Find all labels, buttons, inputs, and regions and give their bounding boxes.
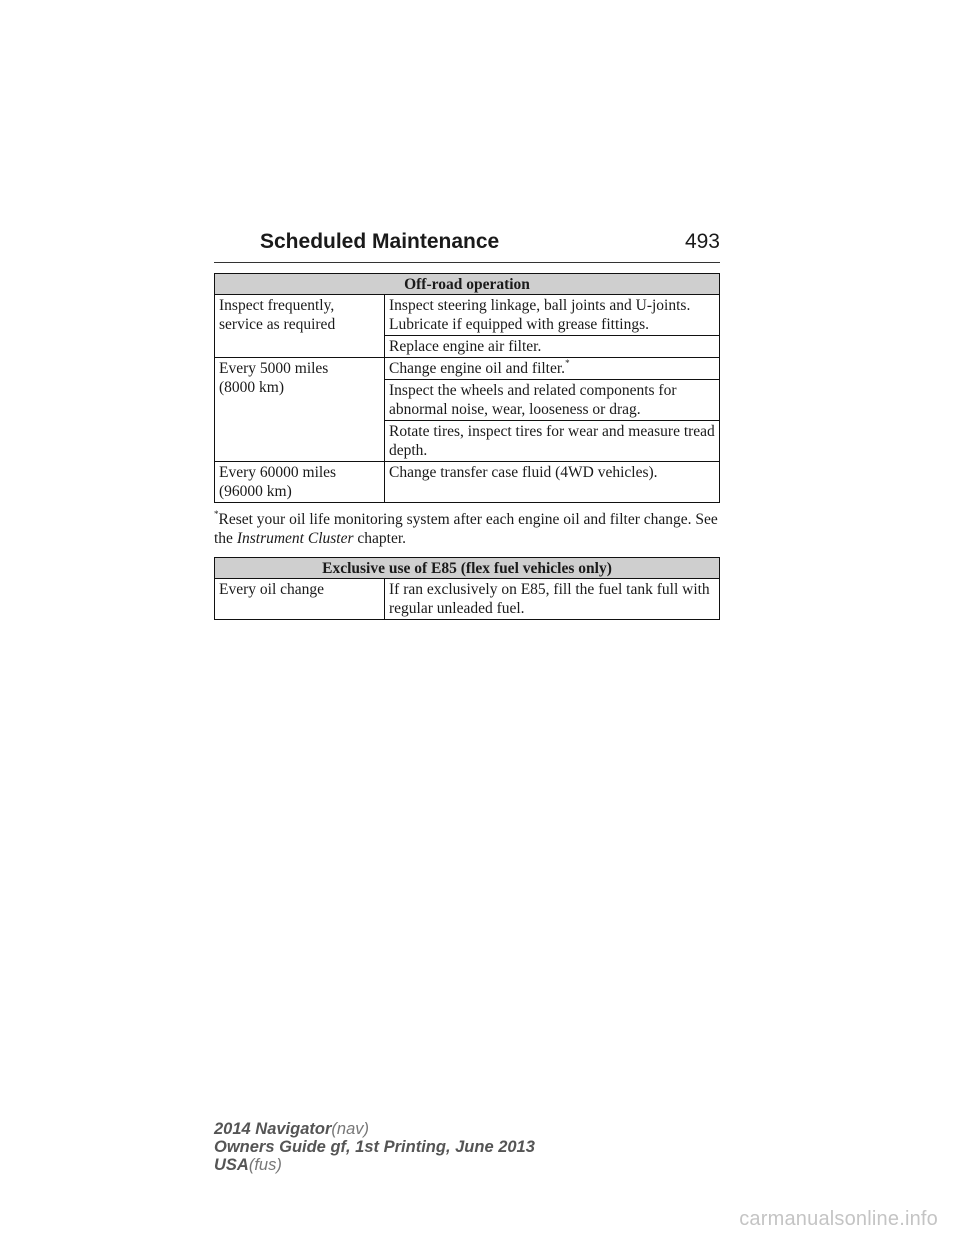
footnote-text-end: chapter.: [353, 530, 407, 547]
action-text: Replace engine air filter.: [389, 338, 542, 355]
action-text: Rotate tires, inspect tires for wear and measure tread depth.: [389, 423, 715, 459]
interval-miles: Every 5000 miles: [219, 360, 329, 377]
table-header-row: [215, 274, 720, 295]
action-cell: [385, 336, 720, 358]
table-row: [215, 358, 720, 380]
page-title: Scheduled Maintenance: [260, 230, 500, 253]
interval-cell: Inspect frequently, service as required: [215, 295, 385, 358]
action-text: Inspect the wheels and related components for abnormal noise, wear, looseness or drag.: [389, 382, 677, 418]
interval-km: (8000 km): [219, 379, 285, 396]
action-cell: [385, 380, 720, 421]
interval-cell: [215, 462, 385, 503]
footer-model-code: (nav): [331, 1120, 369, 1138]
chapter-reference: Instrument Cluster: [236, 530, 354, 547]
footnote: [214, 510, 724, 548]
table-heading: Off-road operation: [215, 274, 720, 295]
table-header-row: [215, 558, 720, 579]
footer-market: USA: [214, 1156, 249, 1174]
footer-model: 2014 Navigator: [214, 1120, 332, 1138]
table-row: [215, 295, 720, 336]
footer-market-code: (fus): [248, 1156, 282, 1174]
action-cell: [385, 295, 720, 336]
footnote-text: Reset your oil life monitoring system after each engine oil and filter change. See the: [214, 511, 718, 547]
interval-cell: [215, 358, 385, 462]
footer-line-model: [214, 1120, 535, 1138]
watermark: carmanualsonline.info: [739, 1208, 938, 1230]
action-cell: [385, 358, 720, 380]
off-road-operation-table: [214, 273, 720, 503]
table-row: [215, 462, 720, 503]
footnote-marker: *: [565, 357, 570, 368]
interval-miles: Every 60000 miles: [219, 464, 337, 481]
document-footer: [214, 1120, 535, 1174]
table-row: [215, 579, 720, 620]
interval-cell: Every oil change: [215, 579, 385, 620]
page-number: 493: [684, 230, 720, 253]
action-cell: [385, 462, 720, 503]
table-heading: Exclusive use of E85 (flex fuel vehicles only): [215, 558, 720, 579]
footer-printing: Owners Guide gf, 1st Printing, June 2013: [214, 1138, 535, 1156]
interval-km: (96000 km): [219, 483, 292, 500]
footnote-marker: *: [214, 508, 219, 519]
footer-line-printing: [214, 1138, 535, 1156]
footer-line-market: [214, 1156, 535, 1174]
action-cell: [385, 421, 720, 462]
action-text: Inspect steering linkage, ball joints and U-joints. Lubricate if equipped with grease fittings.: [389, 297, 691, 333]
action-text: Change engine oil and filter.: [389, 360, 566, 377]
action-cell: If ran exclusively on E85, fill the fuel tank full with regular unleaded fuel.: [385, 579, 720, 620]
page-header: [214, 226, 720, 263]
e85-table: [214, 557, 720, 620]
action-text: Change transfer case fluid (4WD vehicles).: [389, 464, 658, 481]
